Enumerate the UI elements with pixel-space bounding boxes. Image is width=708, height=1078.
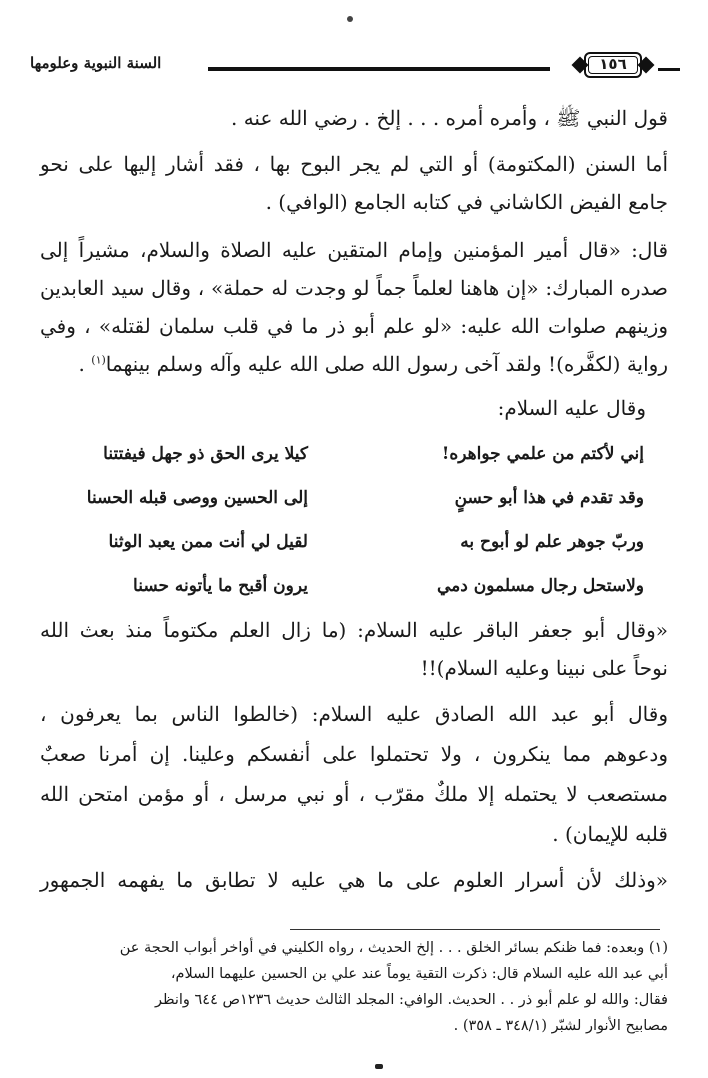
page-number-ornament	[574, 50, 652, 80]
body-line-7	[40, 352, 668, 376]
body-line-6: وزينهم صلوات الله عليه: «لو علم أبو ذر ما في قلب سلمان لقتله» ، وفي	[40, 314, 668, 338]
body-line-14: قلبه للإيمان) .	[552, 822, 668, 846]
body-line-4: قال: «قال أمير المؤمنين وإمام المتقين عليه الصلاة والسلام، مشيراً إلى	[40, 238, 668, 262]
verse-1-left: كيلا يرى الحق ذو جهل فيفتتنا	[103, 444, 308, 464]
bottom-mark	[375, 1064, 383, 1069]
footnote-line-1: (١) وبعده: فما ظنكم بسائر الخلق . . . إلخ الحديث ، رواه الكليني في أواخر أبواب الحجة عن	[119, 940, 668, 956]
body-line-7-text: رواية (لكفَّره)! ولقد آخى رسول الله صلى الله عليه وآله وسلم بينهما	[105, 352, 668, 376]
footnote-line-2: أبي عبد الله عليه السلام قال: ذكرت التقية يوماً عند علي بن الحسين عليهما السلام،	[170, 966, 668, 982]
body-line-3: جامع الفيض الكاشاني في كتابه الجامع (الوافي) .	[265, 190, 668, 214]
verse-3-left: لقيل لي أنت ممن يعبد الوثنا	[108, 532, 308, 552]
body-line-8: وقال عليه السلام:	[497, 396, 646, 420]
footnote-line-4: مصابيح الأنوار لشبّر (٣٤٨/١ ـ ٣٥٨) .	[453, 1018, 668, 1034]
body-line-1: قول النبي ﷺ ، وأمره أمره . . . إلخ . رضي الله عنه .	[230, 106, 668, 130]
header-rule-tail	[658, 68, 680, 71]
header-title: السنة النبوية وعلومها	[30, 54, 162, 72]
top-dot	[347, 16, 353, 22]
body-line-15: «وذلك لأن أسرار العلوم على ما هي عليه لا تطابق ما يفهمه الجمهور	[40, 868, 668, 892]
verse-3-right: وربّ جوهر علم لو أبوح به	[460, 532, 644, 552]
header-rule	[208, 67, 550, 71]
verse-2-right: وقد تقدم في هذا أبو حسنٍ	[454, 488, 644, 508]
verse-2-left: إلى الحسين ووصى قبله الحسنا	[86, 488, 308, 508]
running-header	[30, 48, 680, 88]
body-line-9: «وقال أبو جعفر الباقر عليه السلام: (ما زال العلم مكتوماً منذ بعث الله	[40, 618, 668, 642]
body-line-5: صدره المبارك: «إن هاهنا لعلماً جماً لو وجدت له حملة» ، وقال سيد العابدين	[40, 276, 668, 300]
body-line-11: وقال أبو عبد الله الصادق عليه السلام: (خالطوا الناس بما يعرفون ،	[40, 702, 668, 726]
footnote-line-3: فقال: والله لو علم أبو ذر . . الحديث. الوافي: المجلد الثالث حديث ١٢٣٦ص ٦٤٤ وانظر	[154, 992, 668, 1008]
verse-4-left: يرون أقبح ما يأتونه حسنا	[133, 576, 308, 596]
page-number: ١٥٦	[599, 55, 627, 73]
footnote-ref[interactable]: (١)	[91, 353, 106, 367]
body-line-13: مستصعب لا يحتمله إلا ملكٌ مقرّب ، أو نبي مرسل ، أو مؤمن امتحن الله	[40, 782, 668, 806]
body-line-2: أما السنن (المكتومة) أو التي لم يجر البوح بها ، فقد أشار إليها على نحو	[40, 152, 668, 176]
verse-1-right: إني لأكتم من علمي جواهره!	[441, 444, 644, 464]
body-line-7-end: .	[78, 352, 92, 376]
footnote-rule	[290, 929, 660, 930]
verse-4-right: ولاستحل رجال مسلمون دمي	[437, 576, 644, 596]
body-line-10: نوحاً على نبينا وعليه السلام)!!	[420, 656, 668, 680]
body-line-12: ودعوهم مما ينكرون ، ولا تحتملوا على أنفسكم وعلينا. إن أمرنا صعبٌ	[40, 742, 668, 766]
